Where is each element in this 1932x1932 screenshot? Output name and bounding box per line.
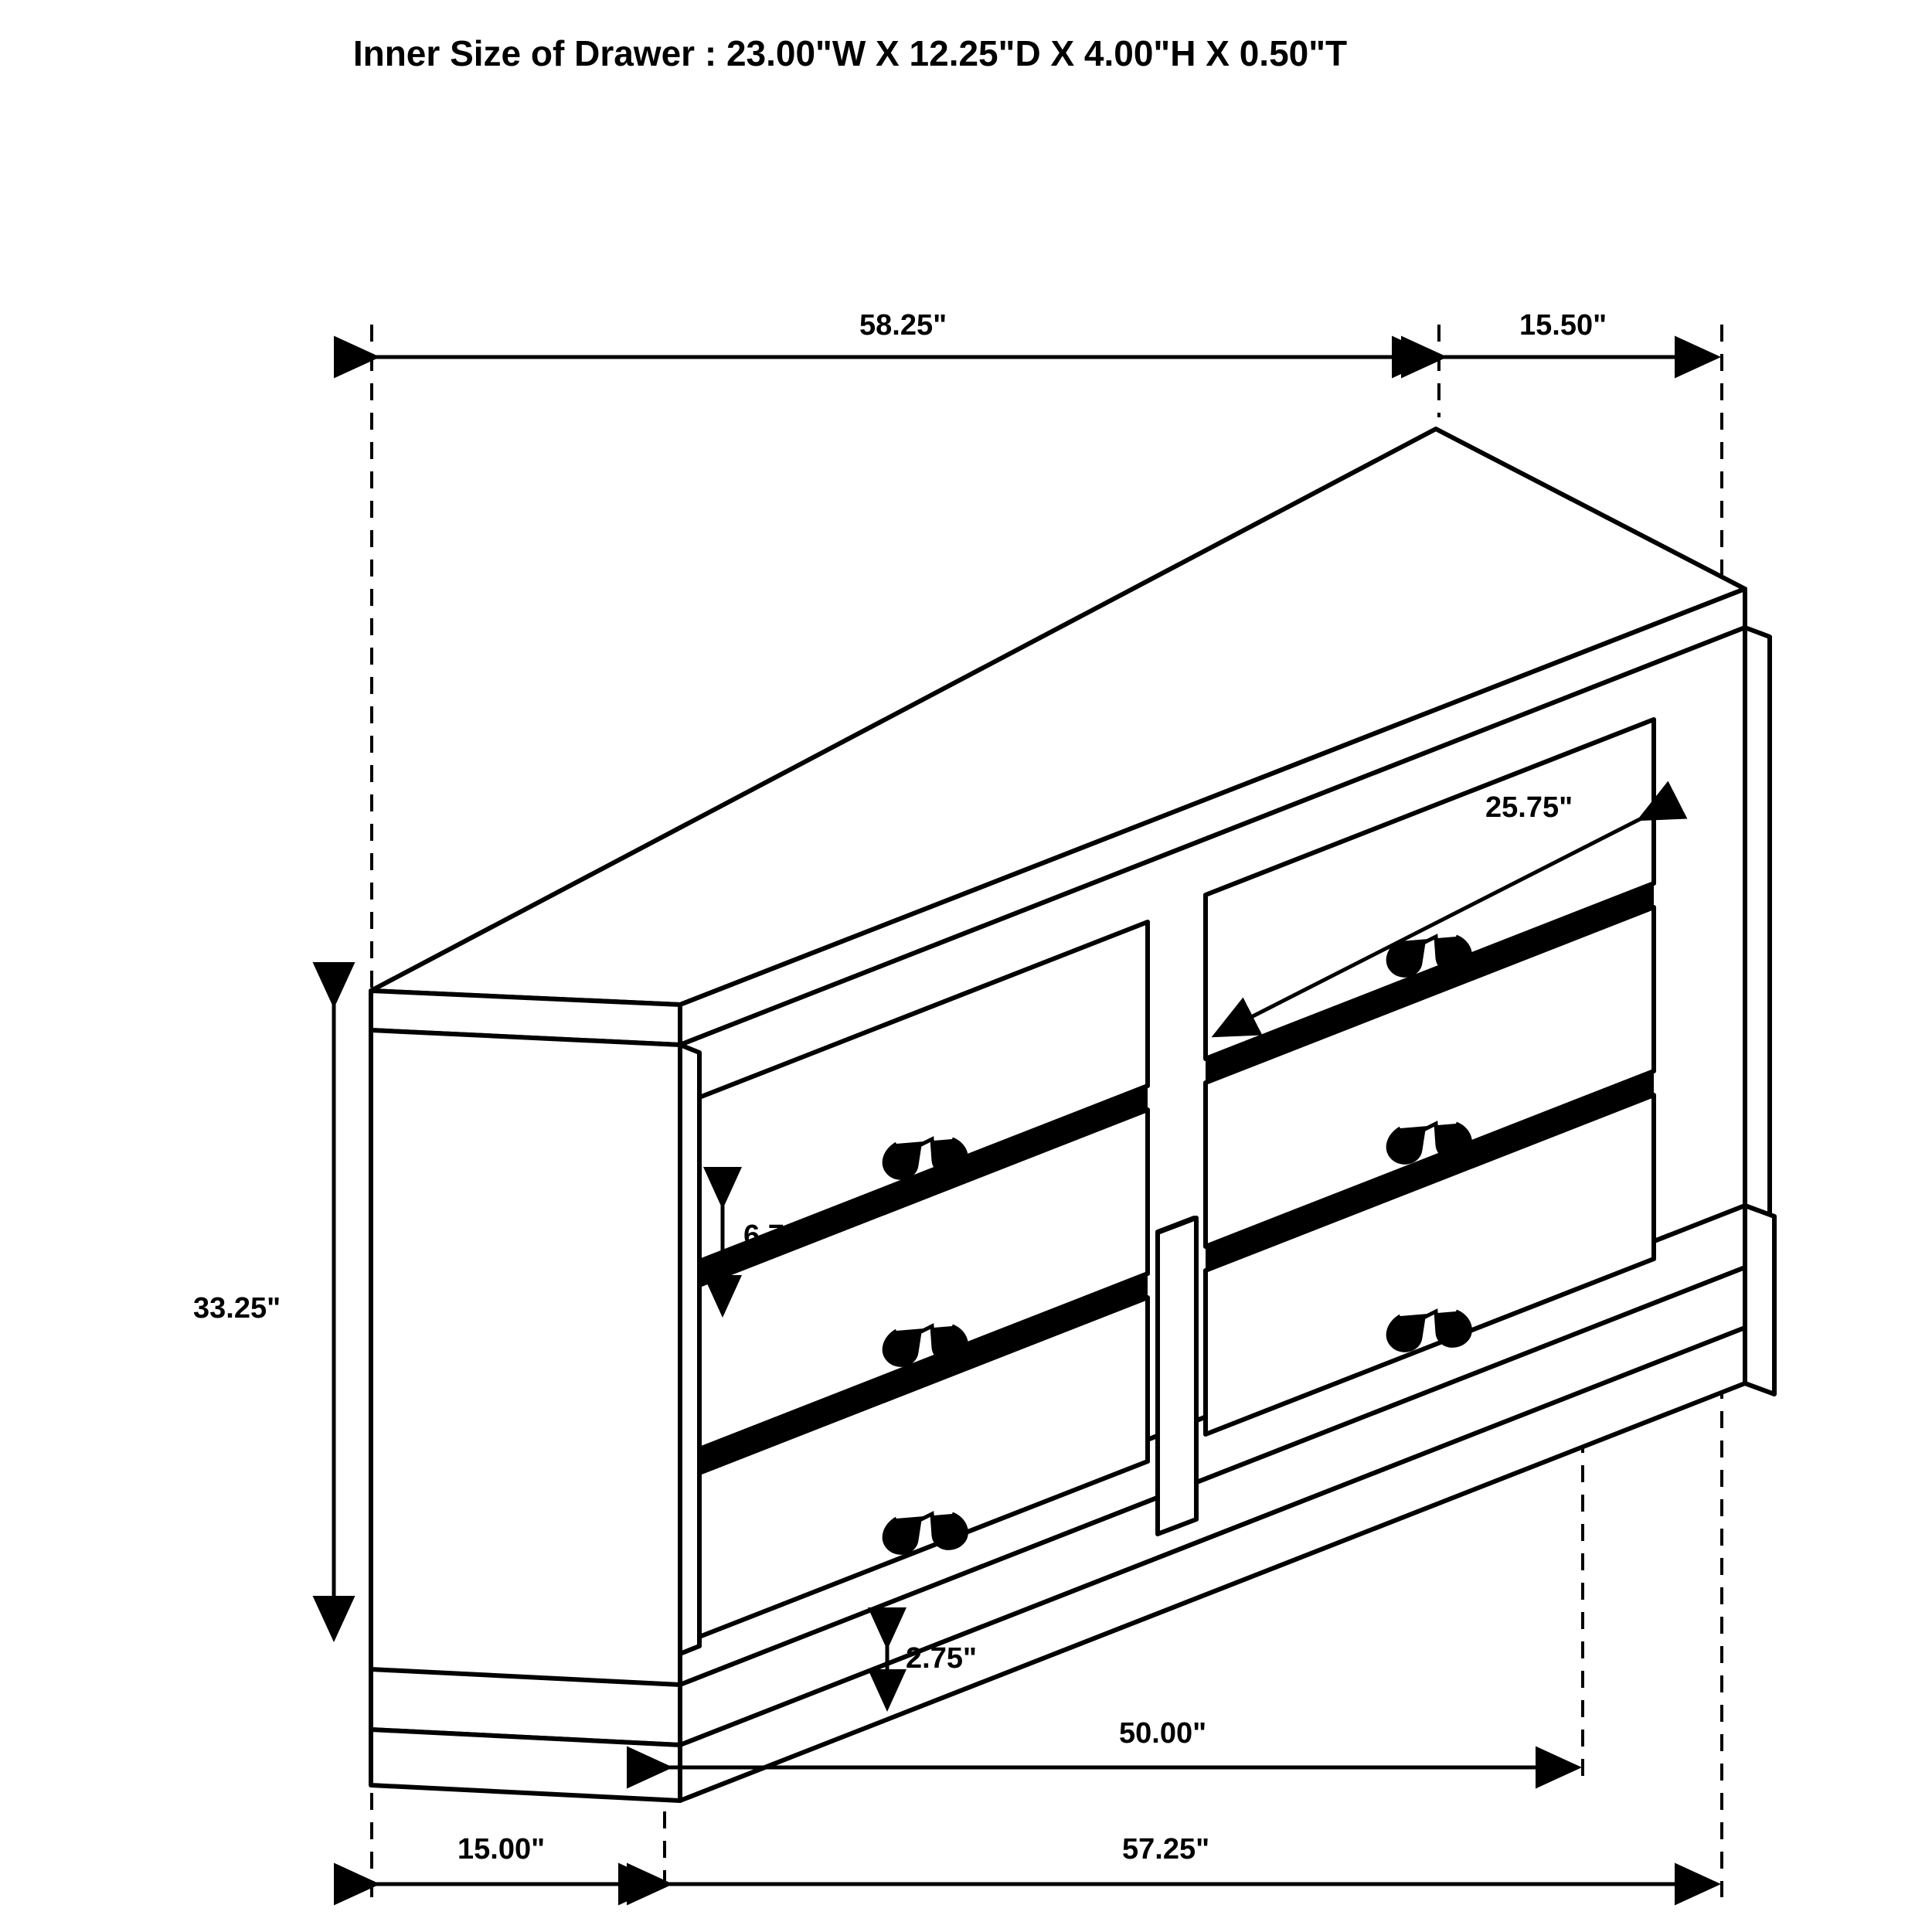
left-side-panel [371, 1030, 680, 1770]
dim-label-25-75: 25.75" [1485, 791, 1573, 824]
dim-label-50-00: 50.00" [1119, 1717, 1207, 1750]
page-title: Inner Size of Drawer : 23.00"W X 12.25"D X 4.00"H X 0.50"T [352, 33, 1348, 73]
center-divider-full [1158, 1218, 1196, 1534]
dim-label-2-75: 2.75" [906, 1642, 977, 1675]
dim-label-15-50: 15.50" [1519, 309, 1607, 342]
front-left-stile [680, 1045, 699, 1654]
right-base-edge [1745, 1206, 1774, 1394]
dim-label-58-25: 58.25" [859, 309, 947, 342]
dim-label-15-00: 15.00" [457, 1833, 546, 1866]
dim-label-6-75: 6.75" [743, 1219, 815, 1252]
right-side-edge [1745, 628, 1770, 1215]
dim-label-33-25: 33.25" [193, 1292, 281, 1325]
dim-label-57-25: 57.25" [1122, 1833, 1210, 1866]
dresser-body [371, 429, 1774, 1801]
